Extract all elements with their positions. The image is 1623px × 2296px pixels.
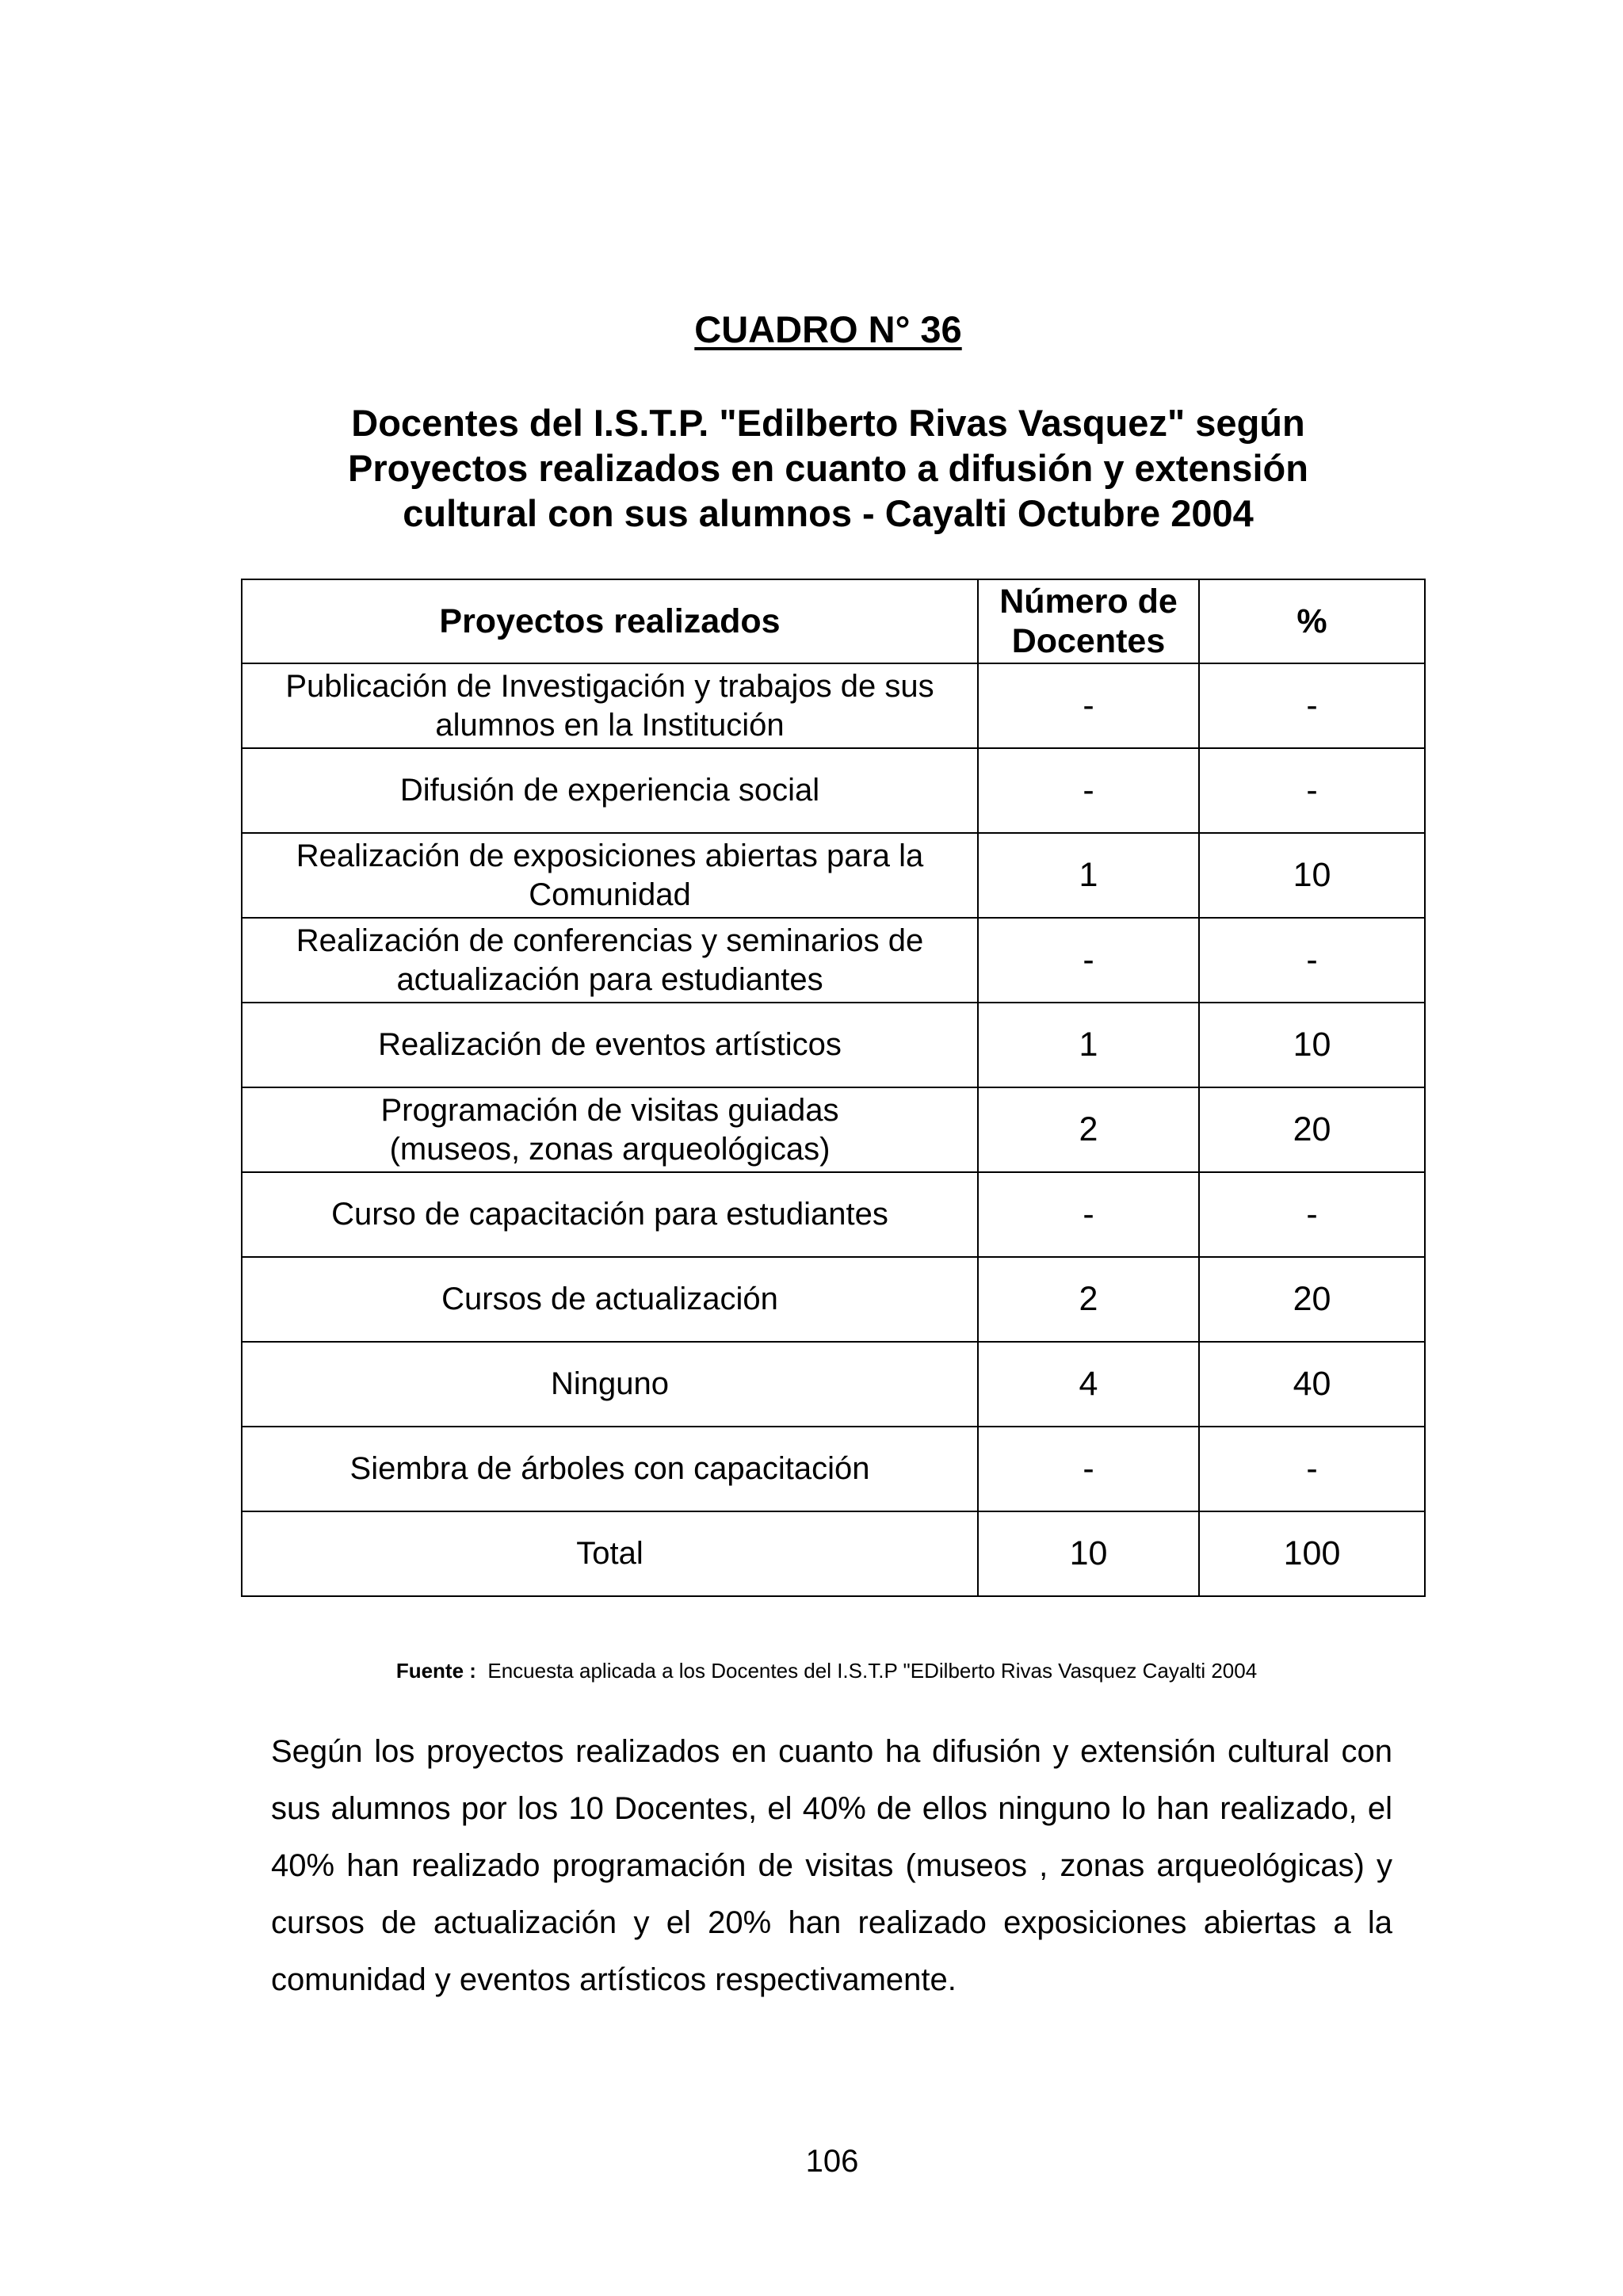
cell-proyecto-line1: Difusión de experiencia social (399, 773, 820, 808)
cell-proyecto (242, 1003, 978, 1087)
cell-numero: - (978, 1427, 1199, 1511)
header-numero-line2: Docentes (1011, 622, 1166, 660)
cell-proyecto-line1: Curso de capacitación para estudiantes (331, 1197, 888, 1232)
cell-percent: 20 (1199, 1087, 1425, 1172)
table-row (242, 833, 1425, 918)
cell-percent: 40 (1199, 1342, 1425, 1427)
cell-proyecto (242, 1427, 978, 1511)
cell-proyecto-line1: Publicación de Investigación y trabajos de sus (285, 668, 934, 704)
cell-proyecto-line2: Comunidad (529, 877, 691, 912)
table-title (238, 400, 1419, 536)
source-note (0, 1659, 1623, 1683)
table-row (242, 1172, 1425, 1257)
table-row (242, 918, 1425, 1003)
header-percent: % (1199, 579, 1425, 663)
table-title-line: cultural con sus alumnos - Cayalti Octubre 2004 (403, 492, 1254, 534)
cell-percent: - (1199, 748, 1425, 833)
cell-proyecto-line1: Realización de eventos artísticos (378, 1027, 842, 1062)
cell-proyecto (242, 918, 978, 1003)
table-title-line: Docentes del I.S.T.P. "Edilberto Rivas Vasquez" según (351, 402, 1305, 444)
source-note-label: Fuente : (395, 1659, 476, 1683)
cell-numero: 2 (978, 1087, 1199, 1172)
cell-proyecto (242, 1172, 978, 1257)
cell-percent: - (1199, 1427, 1425, 1511)
header-numero-docentes (978, 579, 1199, 663)
analysis-paragraph: Según los proyectos realizados en cuanto ha difusión y extensión cultural con sus alumnos por los 10 Docentes, el 40% de ellos ninguno lo han realizado, el 40% han realizado programación de visitas (museos , zonas arqueológicas) y cursos de actualización y el 20% han realizado exposiciones abiertas a la comunidad y eventos artísticos respectivamente. (271, 1734, 1392, 1997)
source-note-text: Encuesta aplicada a los Docentes del I.S.T.P "EDilberto Rivas Vasquez Cayalti 2004 (487, 1659, 1258, 1683)
header-numero-line1: Número de (999, 583, 1178, 621)
table-row (242, 1342, 1425, 1427)
cell-proyecto (242, 833, 978, 918)
page-number: 106 (805, 2144, 859, 2179)
cell-proyecto (242, 748, 978, 833)
cell-percent: - (1199, 663, 1425, 748)
table-row (242, 748, 1425, 833)
table-row (242, 1087, 1425, 1172)
cell-numero: 1 (978, 833, 1199, 918)
cell-proyecto-line1: Total (576, 1536, 643, 1571)
table-total-row (242, 1511, 1425, 1596)
cell-numero: - (978, 748, 1199, 833)
cell-proyecto (242, 1257, 978, 1342)
cell-proyecto-line2: (museos, zonas arqueológicas) (389, 1131, 831, 1167)
table-caption-number: CUADRO N° 36 (694, 308, 962, 350)
cell-proyecto (242, 663, 978, 748)
cell-percent: - (1199, 918, 1425, 1003)
cell-numero: - (978, 663, 1199, 748)
cell-numero: - (978, 918, 1199, 1003)
cell-proyecto-line1: Realización de exposiciones abiertas para la (296, 838, 924, 873)
table-row (242, 1427, 1425, 1511)
cell-percent: 20 (1199, 1257, 1425, 1342)
cell-numero: - (978, 1172, 1199, 1257)
cell-percent: 10 (1199, 833, 1425, 918)
table-row (242, 1003, 1425, 1087)
header-proyectos: Proyectos realizados (242, 579, 978, 663)
cell-total-numero: 10 (978, 1511, 1199, 1596)
cell-total-label (242, 1511, 978, 1596)
table-row (242, 1257, 1425, 1342)
cell-proyecto-line1: Realización de conferencias y seminarios de (296, 923, 924, 958)
cell-proyecto-line2: actualización para estudiantes (396, 961, 823, 997)
cell-proyecto-line1: Cursos de actualización (441, 1282, 778, 1316)
cell-proyecto (242, 1087, 978, 1172)
cell-numero: 1 (978, 1003, 1199, 1087)
cell-numero: 2 (978, 1257, 1199, 1342)
cell-percent: - (1199, 1172, 1425, 1257)
cell-proyecto-line1: Ninguno (550, 1366, 669, 1401)
cell-numero: 4 (978, 1342, 1199, 1427)
table-header-row (242, 579, 1425, 663)
cell-proyecto-line2: alumnos en la Institución (435, 707, 785, 743)
data-table (241, 579, 1426, 1597)
cell-percent: 10 (1199, 1003, 1425, 1087)
table-title-line: Proyectos realizados en cuanto a difusión y extensión (348, 447, 1308, 489)
cell-proyecto (242, 1342, 978, 1427)
cell-total-percent: 100 (1199, 1511, 1425, 1596)
cell-proyecto-line1: Siembra de árboles con capacitación (349, 1451, 870, 1486)
table-row (242, 663, 1425, 748)
cell-proyecto-line1: Programación de visitas guiadas (380, 1092, 839, 1128)
